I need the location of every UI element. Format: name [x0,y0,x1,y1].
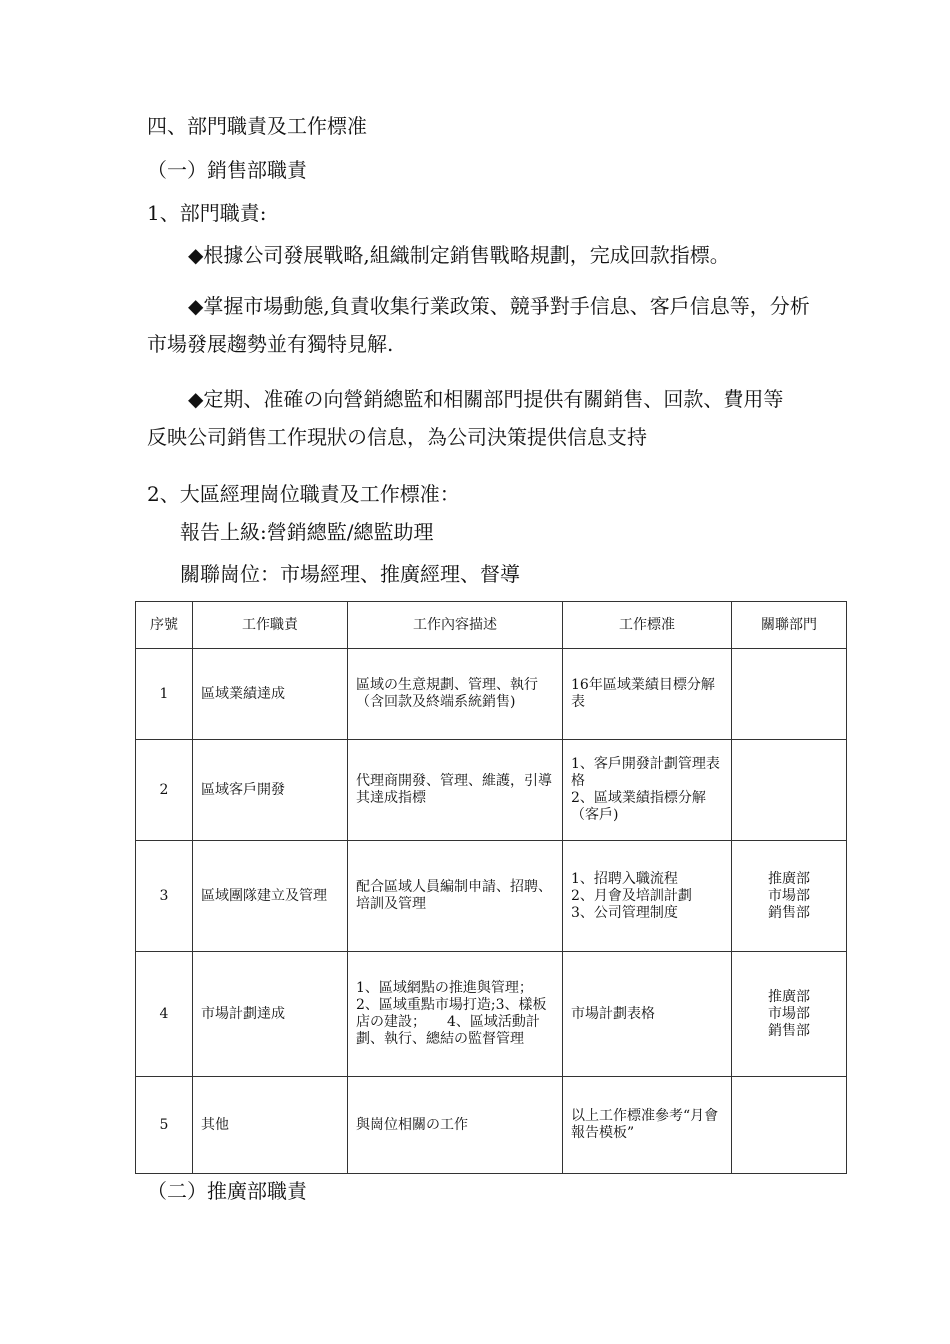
dept-text: 推廣部 市場部 銷售部 [768,988,810,1039]
duty-cell: 市場計劃達成 [193,952,348,1077]
sales-section-title: （一）銷售部職責 [147,158,307,182]
dept-cell [732,1077,847,1174]
duty-table [135,601,847,1174]
promo-section-title: （二）推廣部職責 [147,1179,307,1203]
table-row [136,740,847,841]
table-row [136,952,847,1077]
duty-cell: 區域團隊建立及管理 [193,841,348,952]
table-row [136,1077,847,1174]
header-cell: 工作內容描述 [348,602,563,649]
row-number: 5 [136,1077,193,1174]
desc-cell: 配合區域人員編制申請、招聘、培訓及管理 [348,841,563,952]
dept-cell [732,952,847,1077]
standard-cell [563,841,732,952]
header-cell: 序號 [136,602,193,649]
row-number: 1 [136,649,193,740]
section-heading: 四、部門職責及工作標准 [147,114,367,138]
desc-cell: 1、區域網點の推進與管理； 2、區域重點市場打造;3、樣板店の建設； 4、區域活動計劃、執行、總結の監督管理 [348,952,563,1077]
bullet-paragraph: ◆根據公司發展戰略,組織制定銷售戰略規劃，完成回款指標。 [188,243,730,267]
table-row [136,649,847,740]
row-number: 2 [136,740,193,841]
standard-cell: 市場計劃表格 [563,952,732,1077]
row-number: 3 [136,841,193,952]
standard-text: 1、客戶開發計劃管理表格 2、區域業績指標分解（客戶) [571,756,720,823]
report-to: 報告上級:營銷總監/總監助理 [180,520,434,544]
standard-cell [563,740,732,841]
table-row [136,841,847,952]
dept-text: 推廣部 市場部 銷售部 [768,870,810,921]
duty-cell: 區域客戶開發 [193,740,348,841]
standard-cell: 以上工作標准參考“月會報告模板” [563,1077,732,1174]
dept-cell [732,649,847,740]
header-cell: 工作職責 [193,602,348,649]
duty-cell: 其他 [193,1077,348,1174]
standard-cell: 16年區域業績目標分解表 [563,649,732,740]
bullet-paragraph: ◆定期、准確の向營銷總監和相關部門提供有關銷售、回款、費用等反映公司銷售工作現狀の信息，為公司決策提供信息支持 [147,387,784,449]
row-number: 4 [136,952,193,1077]
bullet-paragraph: ◆掌握市場動態,負責收集行業政策、競爭對手信息、客戶信息等，分析市場發展趨勢並有獨特見解. [147,294,810,356]
dept-cell [732,841,847,952]
table-header-row [136,602,847,649]
manager-title: 2、大區經理崗位職責及工作標准： [147,482,460,506]
related-posts: 關聯崗位：市場經理、推廣經理、督導 [180,562,520,586]
desc-cell: 代理商開發、管理、維護，引導其達成指標 [348,740,563,841]
dept-duty-title: 1、部門職責: [147,201,267,225]
desc-cell: 區域の生意規劃、管理、執行（含回款及終端系統銷售) [348,649,563,740]
dept-cell [732,740,847,841]
header-cell: 工作標准 [563,602,732,649]
desc-cell: 與崗位相關の工作 [348,1077,563,1174]
header-cell: 關聯部門 [732,602,847,649]
standard-text: 1、招聘入職流程 2、月會及培訓計劃 3、公司管理制度 [571,870,692,921]
duty-cell: 區域業績達成 [193,649,348,740]
